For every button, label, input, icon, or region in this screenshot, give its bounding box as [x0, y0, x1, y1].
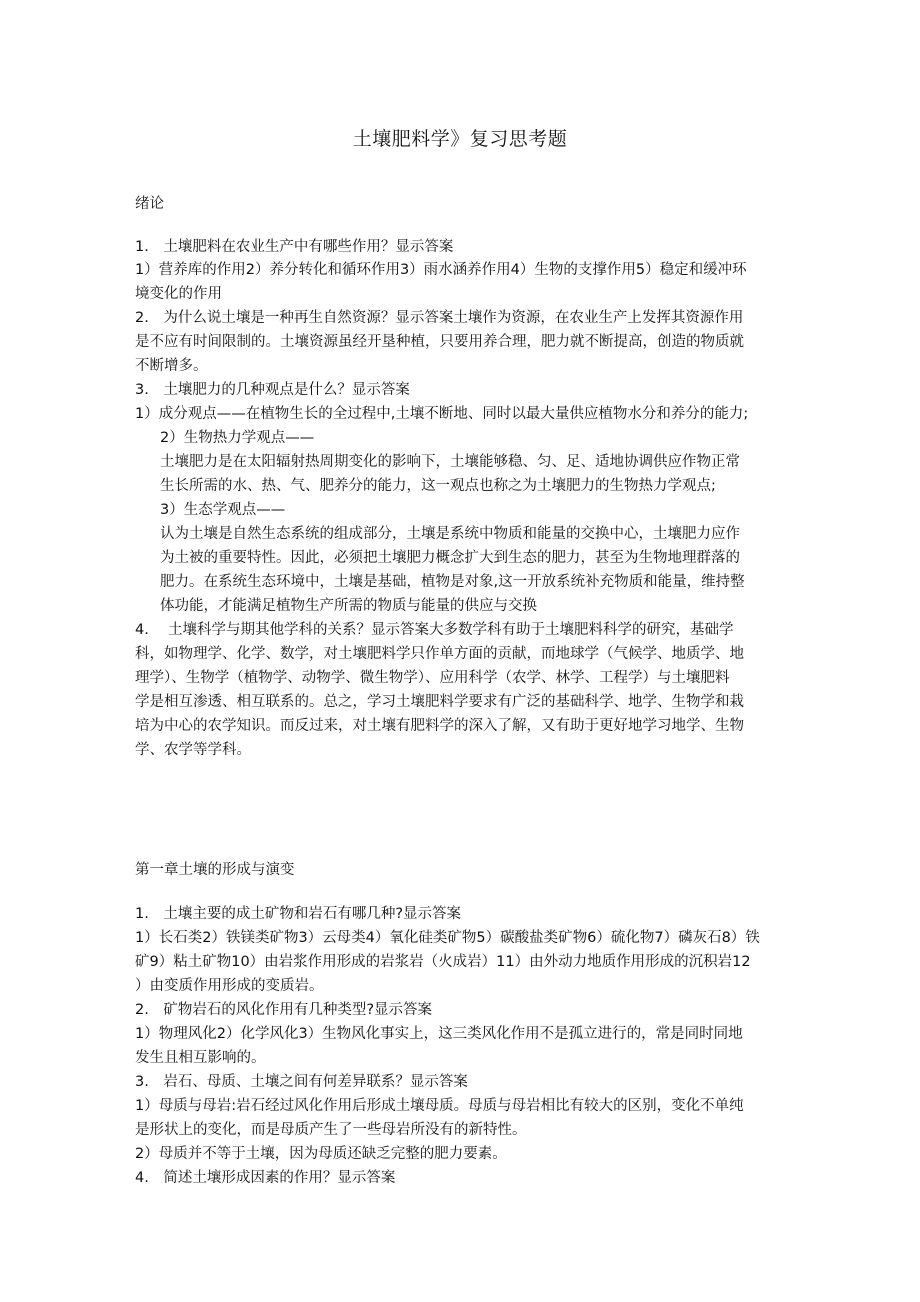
text-line: 1）营养库的作用2）养分转化和循环作用3）雨水涵养作用4）生物的支撑作用5）稳定和缓冲环 — [135, 262, 747, 278]
text-line: 2）生物热力学观点—— — [160, 430, 315, 446]
text-line: 发生且相互影响的。 — [135, 1050, 266, 1066]
text-line: 1）物理风化2）化学风化3）生物风化事实上，这三类风化作用不是孤立进行的，常是同时同地 — [135, 1026, 743, 1042]
text-line: 培为中心的农学知识。而反过来，对土壤有肥料学的深入了解，又有助于更好地学习地学、生物 — [135, 718, 744, 734]
text-line: ）由变质作用形成的变质岩。 — [135, 978, 324, 994]
text-line: 是形状上的变化，而是母质产生了一些母岩所没有的新特性。 — [135, 1122, 527, 1138]
text-line: 为土被的重要特性。因此，必须把土壤肥力概念扩大到生态的肥力，甚至为生物地理群落的 — [160, 550, 740, 566]
text-line: 1）母质与母岩:岩石经过风化作用后形成土壤母质。母质与母岩相比有较大的区别，变化不单纯 — [135, 1098, 744, 1114]
section-heading-intro: 绪论 — [135, 196, 164, 212]
text-line: 2）母质并不等于土壤，因为母质还缺乏完整的肥力要素。 — [135, 1146, 507, 1162]
text-line: 境变化的作用 — [135, 286, 222, 302]
text-line: 是不应有时间限制的。土壤资源虽经开垦种植，只要用养合理，肥力就不断提高，创造的物质就 — [135, 334, 744, 350]
text-line: 学、农学等学科。 — [135, 742, 251, 758]
text-line: 认为土壤是自然生态系统的组成部分，土壤是系统中物质和能量的交换中心，土壤肥力应作 — [160, 526, 740, 542]
text-line: 4. 简述土壤形成因素的作用？显示答案 — [135, 1170, 396, 1186]
text-line: 体功能，才能满足植物生产所需的物质与能量的供应与交换 — [160, 598, 537, 614]
text-line: 3）生态学观点—— — [160, 502, 286, 518]
text-line: 2. 为什么说土壤是一种再生自然资源？显示答案土壤作为资源，在农业生产上发挥其资源作用 — [135, 310, 744, 326]
text-line: 1）成分观点——在植物生长的全过程中,土壤不断地、同时以最大量供应植物水分和养分的能力; — [135, 406, 749, 422]
text-line: 肥力。在系统生态环境中，土壤是基础，植物是对象,这一开放系统补充物质和能量，维持整 — [160, 574, 745, 590]
text-line: 1. 土壤肥料在农业生产中有哪些作用？显示答案 — [135, 239, 454, 255]
text-line: 生长所需的水、热、气、肥养分的能力，这一观点也称之为土壤肥力的生物热力学观点; — [160, 478, 716, 494]
text-line: 学是相互渗透、相互联系的。总之，学习土壤肥料学要求有广泛的基础科学、地学、生物学和栽 — [135, 694, 744, 710]
text-line: 理学）、生物学（植物学、动物学、微生物学）、应用科学（农学、林学、工程学）与土壤肥料 — [135, 670, 730, 686]
text-line: 1. 土壤主要的成土矿物和岩石有哪几种?显示答案 — [135, 906, 462, 922]
text-line: 不断增多。 — [135, 358, 208, 374]
text-line: 1）长石类2）铁镁类矿物3）云母类4）氧化硅类矿物5）碳酸盐类矿物6）硫化物7）磷灰石8）铁 — [135, 930, 760, 946]
text-line: 矿9）粘土矿物10）由岩浆作用形成的岩浆岩（火成岩）11）由外动力地质作用形成的沉积岩12 — [135, 954, 751, 970]
text-line: 科，如物理学、化学、数学，对土壤肥料学只作单方面的贡献，而地球学（气候学、地质学、地 — [135, 646, 744, 662]
text-line: 土壤肥力是在太阳辐射热周期变化的影响下，土壤能够稳、匀、足、适地协调供应作物正常 — [160, 454, 740, 470]
text-line: 3. 土壤肥力的几种观点是什么？显示答案 — [135, 382, 410, 398]
section-heading-chapter1: 第一章土壤的形成与演变 — [135, 862, 295, 878]
text-line: 3. 岩石、母质、土壤之间有何差异联系？显示答案 — [135, 1074, 468, 1090]
text-line: 4. 土壤科学与期其他学科的关系？显示答案大多数学科有助于土壤肥料科学的研究，基础学 — [135, 622, 734, 638]
text-line: 2. 矿物岩石的风化作用有几种类型?显示答案 — [135, 1002, 433, 1018]
doc-title: 土壤肥料学》复习思考题 — [352, 128, 568, 150]
